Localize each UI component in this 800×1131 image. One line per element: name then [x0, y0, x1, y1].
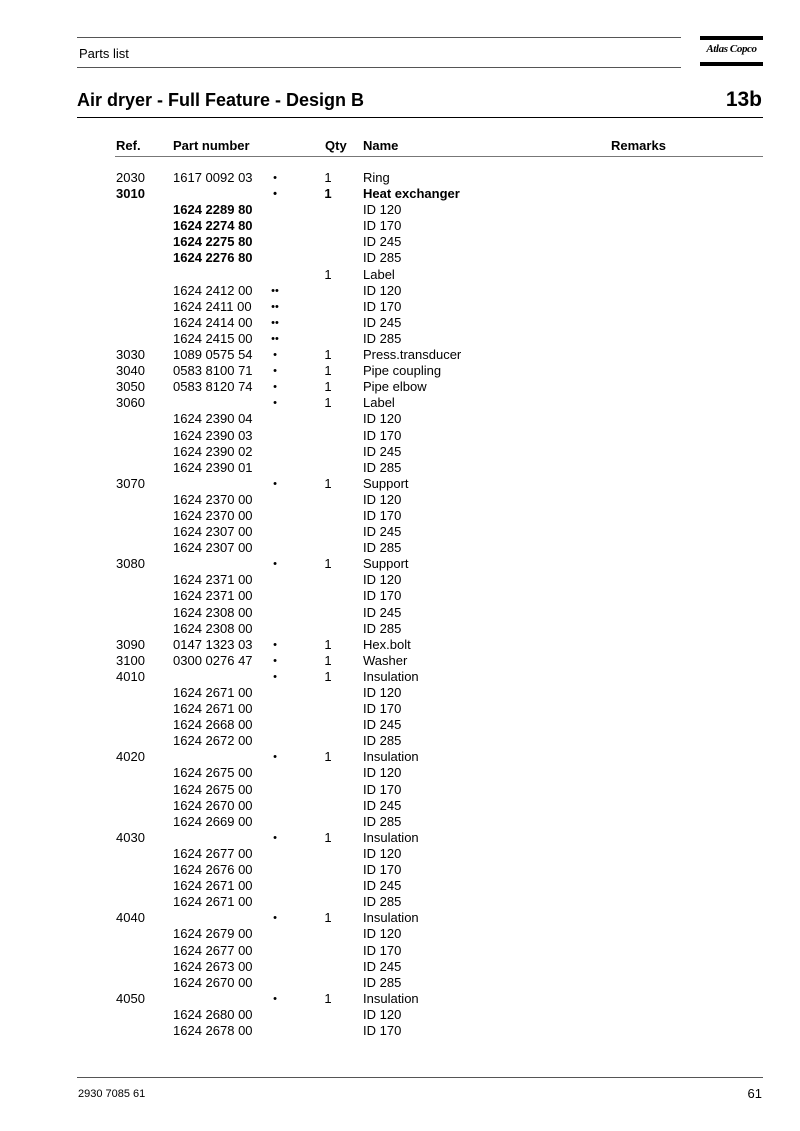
page-title: Air dryer - Full Feature - Design B: [77, 90, 365, 110]
header-rule: [115, 156, 763, 157]
part-number-cell: 1624 2390 03: [173, 427, 253, 443]
part-number-cell: 1624 2671 00: [173, 685, 253, 700]
table-row: [0, 637, 800, 653]
table-row: [0, 444, 800, 460]
table-row: [0, 862, 800, 878]
name-cell: Insulation: [363, 668, 419, 684]
table-row: [0, 653, 800, 669]
title-rule: [77, 117, 763, 118]
part-number-cell: 1624 2675 00: [173, 765, 253, 781]
logo-wordmark: Atlas Copco: [706, 43, 757, 55]
table-row: [0, 959, 800, 975]
name-cell: Label: [363, 395, 395, 411]
name-cell: Insulation: [363, 829, 419, 845]
name-cell: ID 285: [363, 733, 402, 749]
table-row: [0, 894, 800, 910]
name-cell: ID 245: [363, 524, 402, 540]
header-top-rule: [77, 37, 681, 38]
part-number-cell: 1624 2677 00: [173, 942, 253, 958]
part-number-cell: 1624 2371 00: [173, 572, 253, 588]
marker-cell: •: [273, 654, 277, 667]
qty-cell: 1: [324, 652, 332, 668]
part-number-cell: 1624 2412 00: [173, 282, 253, 298]
page-number: 61: [747, 1086, 762, 1101]
part-number-cell: 1624 2670 00: [173, 797, 253, 813]
name-cell: ID 120: [363, 572, 402, 588]
part-number-cell: 1624 2676 00: [173, 862, 253, 878]
name-cell: ID 170: [363, 862, 402, 878]
marker-cell: •: [273, 992, 277, 1005]
qty-cell: 1: [324, 475, 332, 491]
name-cell: Pipe coupling: [363, 363, 442, 379]
part-number-cell: 1617 0092 03: [173, 170, 253, 185]
marker-cell: •: [273, 172, 277, 184]
marker-cell: •: [273, 831, 277, 844]
table-row: [0, 283, 800, 299]
name-cell: Label: [363, 266, 395, 282]
table-row: [0, 765, 800, 781]
part-number-cell: 1624 2415 00: [173, 330, 253, 346]
name-cell: ID 245: [363, 443, 402, 459]
table-row: [0, 492, 800, 508]
name-cell: ID 285: [363, 974, 402, 990]
table-row: [0, 508, 800, 524]
part-number-cell: 1624 2671 00: [173, 878, 253, 894]
ref-cell: 4020: [116, 749, 145, 765]
name-cell: ID 245: [363, 314, 402, 330]
table-row: [0, 572, 800, 588]
part-number-cell: 0300 0276 47: [173, 652, 253, 668]
column-header-part-number: Part number: [173, 138, 250, 153]
name-cell: ID 245: [363, 717, 402, 733]
ref-cell: 3060: [116, 395, 145, 411]
name-cell: ID 120: [363, 411, 402, 427]
part-number-cell: 1624 2670 00: [173, 974, 253, 990]
qty-cell: 1: [324, 186, 332, 202]
marker-cell: •: [273, 477, 277, 490]
table-row: [0, 331, 800, 347]
qty-cell: 1: [324, 749, 332, 765]
table-row: [0, 379, 800, 395]
column-header-remarks: Remarks: [611, 138, 666, 153]
table-row: [0, 476, 800, 492]
marker-cell: •: [273, 397, 277, 410]
table-row: [0, 749, 800, 765]
name-cell: ID 170: [363, 1022, 402, 1038]
name-cell: ID 245: [363, 958, 402, 974]
marker-cell: •: [273, 365, 277, 378]
parts-table-body: [0, 170, 800, 1039]
table-row: [0, 717, 800, 733]
marker-cell: •: [273, 751, 277, 764]
name-cell: ID 285: [363, 250, 402, 266]
part-number-cell: 1624 2672 00: [173, 733, 253, 749]
column-header-name: Name: [363, 138, 399, 153]
ref-cell: 3030: [116, 347, 145, 363]
table-row: [0, 814, 800, 830]
table-row: [0, 588, 800, 604]
ref-cell: 2030: [116, 170, 145, 185]
table-row: [0, 975, 800, 991]
name-cell: ID 170: [363, 507, 402, 523]
name-cell: ID 120: [363, 1006, 402, 1022]
ref-cell: 3090: [116, 636, 145, 652]
table-row: [0, 910, 800, 926]
qty-cell: 1: [324, 829, 332, 845]
qty-cell: 1: [324, 347, 332, 363]
table-row: [0, 669, 800, 685]
name-cell: ID 245: [363, 234, 402, 250]
name-cell: ID 170: [363, 298, 402, 314]
name-cell: ID 170: [363, 588, 402, 604]
table-row: [0, 540, 800, 556]
table-row: [0, 315, 800, 331]
part-number-cell: 1624 2671 00: [173, 701, 253, 717]
qty-cell: 1: [324, 266, 332, 282]
name-cell: ID 245: [363, 797, 402, 813]
part-number-cell: 1624 2677 00: [173, 845, 253, 861]
footer-rule: [77, 1077, 763, 1078]
part-number-cell: 1624 2679 00: [173, 926, 253, 942]
name-cell: ID 285: [363, 620, 402, 636]
table-row: [0, 701, 800, 717]
name-cell: ID 245: [363, 878, 402, 894]
table-row: [0, 943, 800, 959]
table-row: [0, 299, 800, 315]
name-cell: ID 285: [363, 894, 402, 910]
part-number-cell: 1624 2275 80: [173, 234, 253, 250]
ref-cell: 3010: [116, 186, 145, 202]
name-cell: ID 120: [363, 282, 402, 298]
name-cell: Ring: [363, 170, 390, 185]
name-cell: ID 285: [363, 459, 402, 475]
part-number-cell: 1624 2390 04: [173, 411, 253, 427]
part-number-cell: 1624 2414 00: [173, 314, 253, 330]
marker-cell: •: [273, 349, 277, 362]
ref-cell: 3080: [116, 556, 145, 572]
table-row: [0, 605, 800, 621]
marker-cell: •: [273, 912, 277, 925]
part-number-cell: 1624 2675 00: [173, 781, 253, 797]
part-number-cell: 0583 8120 74: [173, 379, 253, 395]
ref-cell: 4050: [116, 990, 145, 1006]
table-row: [0, 556, 800, 572]
table-row: [0, 782, 800, 798]
table-row: [0, 846, 800, 862]
table-row: [0, 395, 800, 411]
ref-cell: 3070: [116, 475, 145, 491]
name-cell: Washer: [363, 652, 408, 668]
part-number-cell: 1624 2390 02: [173, 443, 253, 459]
part-number-cell: 1624 2669 00: [173, 813, 253, 829]
table-row: [0, 1007, 800, 1023]
marker-cell: ••: [271, 284, 279, 297]
part-number-cell: 1624 2308 00: [173, 620, 253, 636]
marker-cell: ••: [271, 316, 279, 329]
column-header-qty: Qty: [325, 138, 347, 153]
name-cell: ID 120: [363, 202, 402, 218]
marker-cell: •: [273, 381, 277, 394]
table-row: [0, 621, 800, 637]
part-number-cell: 1624 2370 00: [173, 507, 253, 523]
ref-cell: 3040: [116, 363, 145, 379]
name-cell: ID 170: [363, 701, 402, 717]
part-number-cell: 1624 2673 00: [173, 958, 253, 974]
part-number-cell: 1624 2678 00: [173, 1022, 253, 1038]
name-cell: Support: [363, 475, 409, 491]
table-row: [0, 733, 800, 749]
part-number-cell: 1624 2308 00: [173, 604, 253, 620]
qty-cell: 1: [324, 910, 332, 926]
part-number-cell: 1624 2276 80: [173, 250, 253, 266]
part-number-cell: 1624 2371 00: [173, 588, 253, 604]
table-row: [0, 524, 800, 540]
name-cell: ID 120: [363, 926, 402, 942]
name-cell: ID 170: [363, 942, 402, 958]
marker-cell: ••: [271, 300, 279, 313]
part-number-cell: 1624 2671 00: [173, 894, 253, 910]
qty-cell: 1: [324, 990, 332, 1006]
table-row: [0, 428, 800, 444]
marker-cell: ••: [271, 332, 279, 345]
logo-bottom-bar: [700, 62, 763, 66]
table-row: [0, 830, 800, 846]
name-cell: Insulation: [363, 990, 419, 1006]
table-row: [0, 411, 800, 427]
marker-cell: •: [273, 558, 277, 571]
header-bottom-rule: [77, 67, 681, 68]
part-number-cell: 1624 2289 80: [173, 202, 253, 218]
part-number-cell: 1624 2411 00: [173, 298, 252, 314]
table-row: [0, 798, 800, 814]
name-cell: ID 120: [363, 845, 402, 861]
table-row: [0, 363, 800, 379]
table-row: [0, 685, 800, 701]
document-number: 2930 7085 61: [78, 1088, 146, 1100]
name-cell: ID 120: [363, 685, 402, 700]
part-number-cell: 1624 2390 01: [173, 459, 253, 475]
name-cell: Hex.bolt: [363, 636, 411, 652]
name-cell: ID 170: [363, 427, 402, 443]
qty-cell: 1: [324, 636, 332, 652]
section-number: 13b: [725, 88, 762, 111]
name-cell: Insulation: [363, 749, 419, 765]
part-number-cell: 1624 2370 00: [173, 491, 253, 507]
name-cell: ID 285: [363, 540, 402, 556]
part-number-cell: 1624 2307 00: [173, 524, 253, 540]
table-row: [0, 186, 800, 202]
part-number-cell: 1624 2274 80: [173, 218, 253, 234]
table-row: [0, 170, 800, 186]
atlas-copco-logo: [700, 36, 763, 67]
name-cell: Press.transducer: [363, 347, 462, 363]
ref-cell: 4040: [116, 910, 145, 926]
name-cell: Insulation: [363, 910, 419, 926]
name-cell: ID 170: [363, 218, 402, 234]
marker-cell: •: [273, 188, 277, 201]
name-cell: Pipe elbow: [363, 379, 427, 395]
column-header-ref: Ref.: [116, 138, 141, 153]
table-row: [0, 991, 800, 1007]
table-row: [0, 234, 800, 250]
part-number-cell: 1624 2680 00: [173, 1006, 253, 1022]
table-row: [0, 202, 800, 218]
name-cell: ID 170: [363, 781, 402, 797]
qty-cell: 1: [324, 363, 332, 379]
part-number-cell: 1624 2307 00: [173, 540, 253, 556]
name-cell: ID 120: [363, 491, 402, 507]
table-row: [0, 1023, 800, 1039]
table-row: [0, 347, 800, 363]
marker-cell: •: [273, 670, 277, 683]
qty-cell: 1: [324, 395, 332, 411]
table-row: [0, 460, 800, 476]
logo-top-bar: [700, 36, 763, 40]
table-row: [0, 250, 800, 266]
header-label: Parts list: [79, 46, 129, 61]
ref-cell: 4030: [116, 829, 145, 845]
table-row: [0, 878, 800, 894]
name-cell: ID 120: [363, 765, 402, 781]
table-row: [0, 926, 800, 942]
table-row: [0, 218, 800, 234]
table-row: [0, 267, 800, 283]
name-cell: ID 285: [363, 813, 402, 829]
ref-cell: 3100: [116, 652, 145, 668]
name-cell: Heat exchanger: [363, 186, 460, 202]
ref-cell: 3050: [116, 379, 145, 395]
qty-cell: 1: [324, 556, 332, 572]
name-cell: Support: [363, 556, 409, 572]
part-number-cell: 1089 0575 54: [173, 347, 253, 363]
qty-cell: 1: [324, 668, 332, 684]
qty-cell: 1: [324, 170, 332, 185]
name-cell: ID 245: [363, 604, 402, 620]
qty-cell: 1: [324, 379, 332, 395]
part-number-cell: 0147 1323 03: [173, 636, 253, 652]
marker-cell: •: [273, 638, 277, 651]
ref-cell: 4010: [116, 668, 145, 684]
name-cell: ID 285: [363, 330, 402, 346]
part-number-cell: 1624 2668 00: [173, 717, 253, 733]
part-number-cell: 0583 8100 71: [173, 363, 253, 379]
